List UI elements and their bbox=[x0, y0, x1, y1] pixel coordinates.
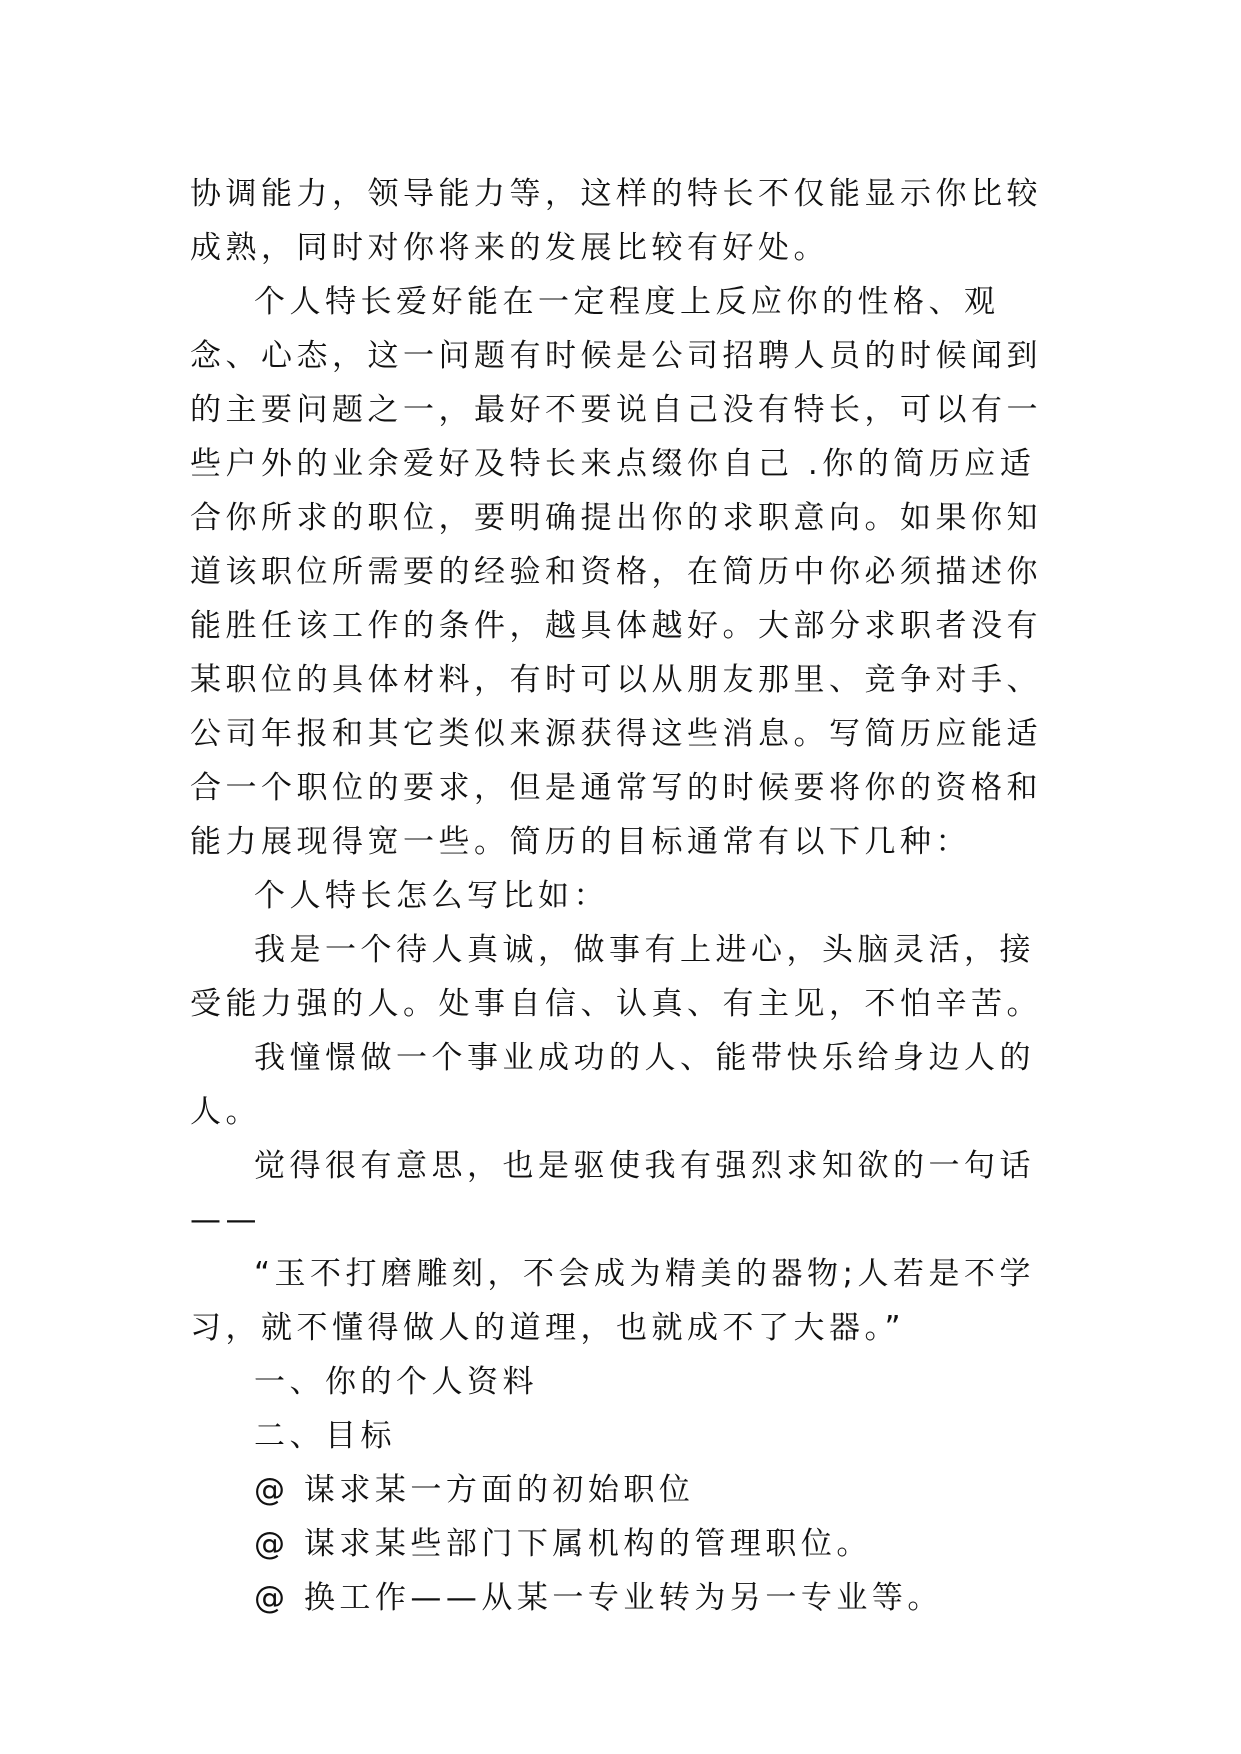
paragraph-personal-strengths: 个人特长爱好能在一定程度上反应你的性格、观念、心态，这一问题有时候是公司招聘人员的时候闻到的主要问题之一，最好不要说自己没有特长，可以有一些户外的业余爱好及特长来点缀你自己 .你的简历应适合你所求的职位，要明确提出你的求职意向。如果你知道该职位所需要的经验和资格，在简历中你必须描述你能胜任该工作的条件，越具体越好。大部分求职者没有某职位的具体材料，有时可以从朋友那里、竞争对手、公司年报和其它类似来源获得这些消息。写简历应能适合一个职位的要求，但是通常写的时候要将你的资格和能力展现得宽一些。简历的目标通常有以下几种： bbox=[190, 284, 1042, 860]
paragraph-continuation: 协调能力，领导能力等，这样的特长不仅能显示你比较成熟，同时对你将来的发展比较有好处。 bbox=[190, 176, 1042, 266]
paragraph-how-to-write: 个人特长怎么写比如： bbox=[254, 878, 609, 914]
paragraph-aspiration: 我憧憬做一个事业成功的人、能带快乐给身边人的人。 bbox=[190, 1040, 1035, 1130]
paragraph-quote-intro: 觉得很有意思，也是驱使我有强烈求知欲的一句话—— bbox=[190, 1148, 1035, 1238]
section-heading-personal-info: 一、你的个人资料 bbox=[254, 1364, 538, 1400]
document-body bbox=[190, 167, 1070, 1625]
paragraph-quote: “玉不打磨雕刻，不会成为精美的器物;人若是不学习，就不懂得做人的道理，也就成不了大器。” bbox=[190, 1256, 1036, 1346]
section-heading-goals: 二、目标 bbox=[254, 1418, 396, 1454]
goal-item: @ 谋求某些部门下属机构的管理职位。 bbox=[254, 1526, 872, 1562]
goal-item: @ 换工作——从某一专业转为另一专业等。 bbox=[254, 1580, 943, 1616]
paragraph-self-description: 我是一个待人真诚，做事有上进心，头脑灵活，接受能力强的人。处事自信、认真、有主见，不怕辛苦。 bbox=[190, 932, 1042, 1022]
goal-item: @ 谋求某一方面的初始职位 bbox=[254, 1472, 695, 1508]
